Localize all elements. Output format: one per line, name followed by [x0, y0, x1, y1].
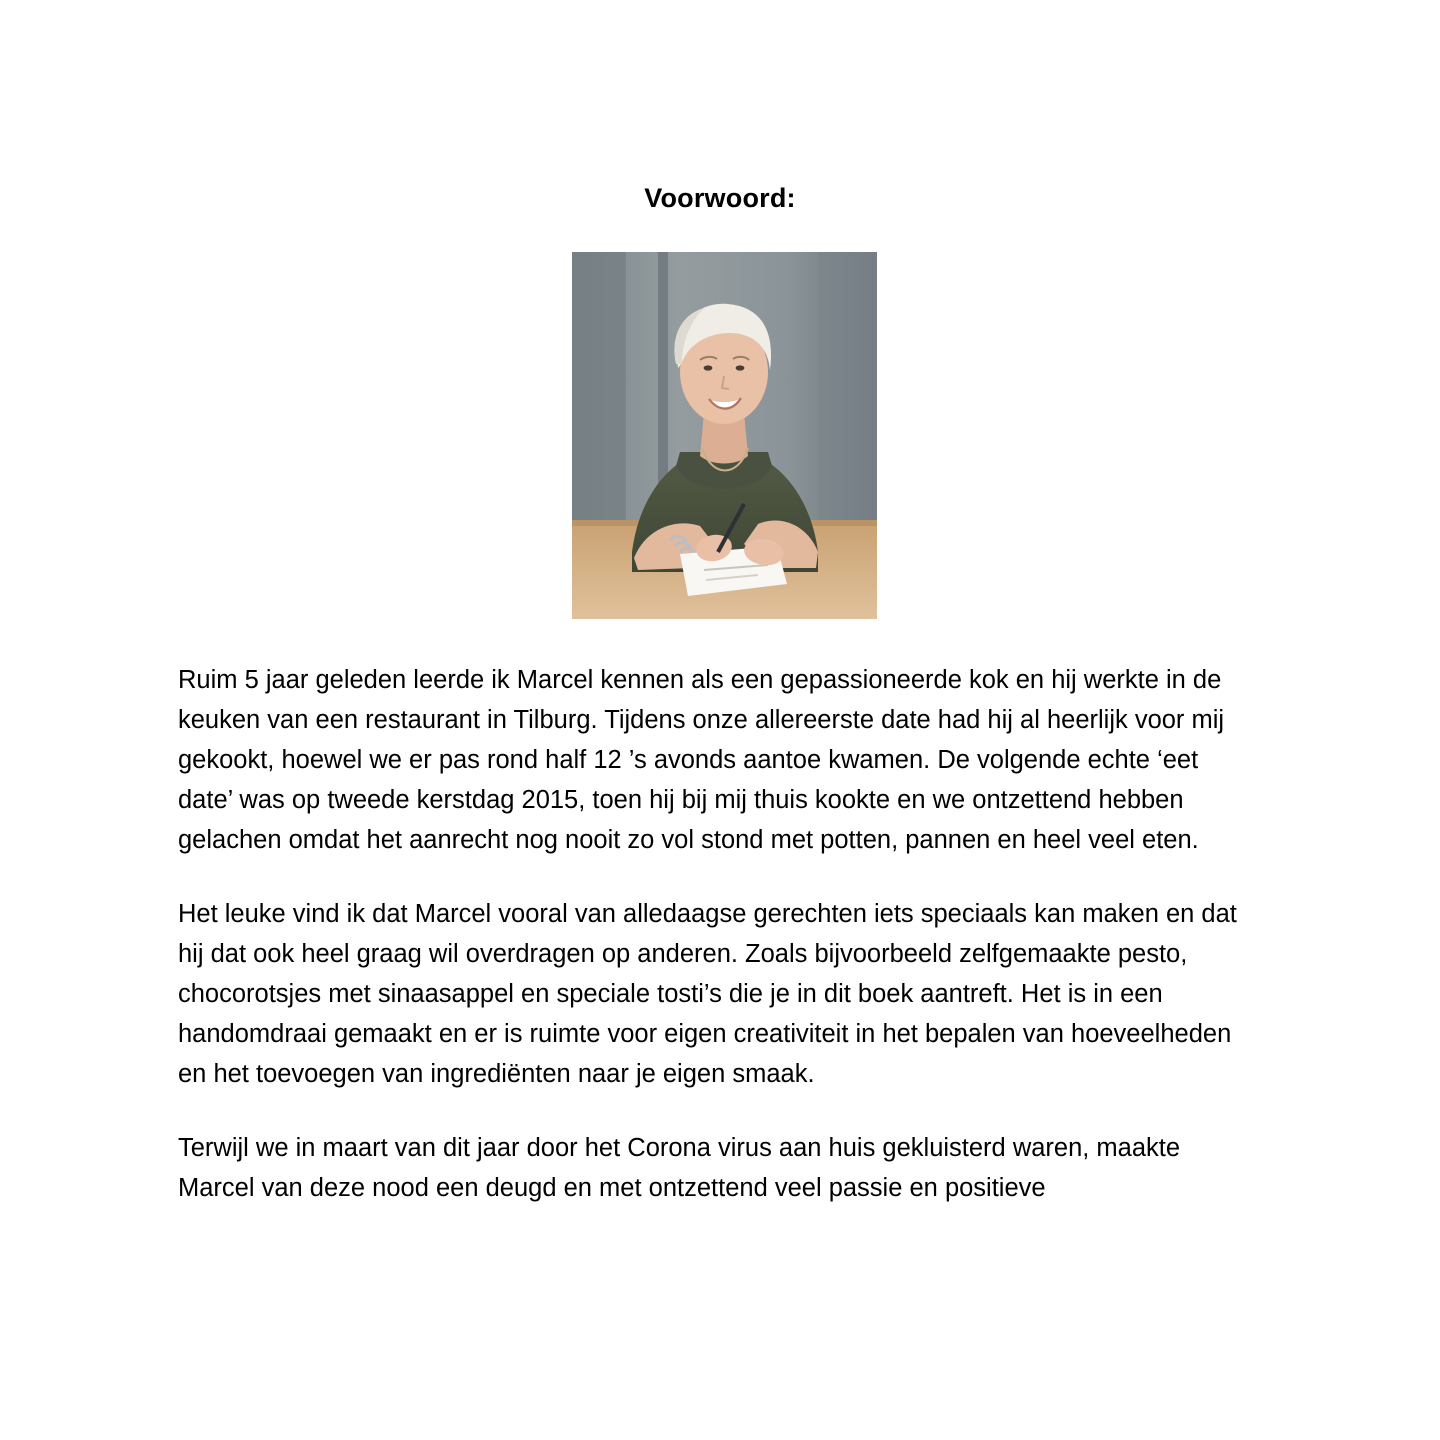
paragraph-1: Ruim 5 jaar geleden leerde ik Marcel kennen als een gepassioneerde kok en hij werkte in de keuken van een restaurant in Tilburg. Tijdens onze allereerste date had hij al heerlijk voor mij gekookt, hoewel we er pas rond half 12 ’s avonds aantoe kwamen. De volgende echte ‘eet date’ was op tweede kerstdag 2015, toen hij bij mij thuis kookte en we ontzettend hebben gelachen omdat het aanrecht nog nooit zo vol stond met potten, pannen en heel veel eten. [178, 666, 1225, 854]
foreword-body [178, 660, 1253, 1208]
paragraph-2: Het leuke vind ik dat Marcel vooral van alledaagse gerechten iets speciaals kan maken en dat hij dat ook heel graag wil overdragen op anderen. Zoals bijvoorbeeld zelfgemaakte pesto, chocorotsjes met sinaasappel en speciale tosti’s die je in dit boek aantreft. Het is in een handomdraai gemaakt en er is ruimte voor eigen creativiteit in het bepalen van hoeveelheden en het toevoegen van ingrediënten naar je eigen smaak. [178, 900, 1237, 1088]
portrait-woman-signing-document-illustration [572, 252, 877, 619]
paragraph-3: Terwijl we in maart van dit jaar door het Corona virus aan huis gekluisterd waren, maakte Marcel van deze nood een deugd en met ontzettend veel passie en positieve [178, 1134, 1181, 1202]
portrait-photo [572, 252, 877, 619]
page-title: Voorwoord: [644, 183, 796, 213]
